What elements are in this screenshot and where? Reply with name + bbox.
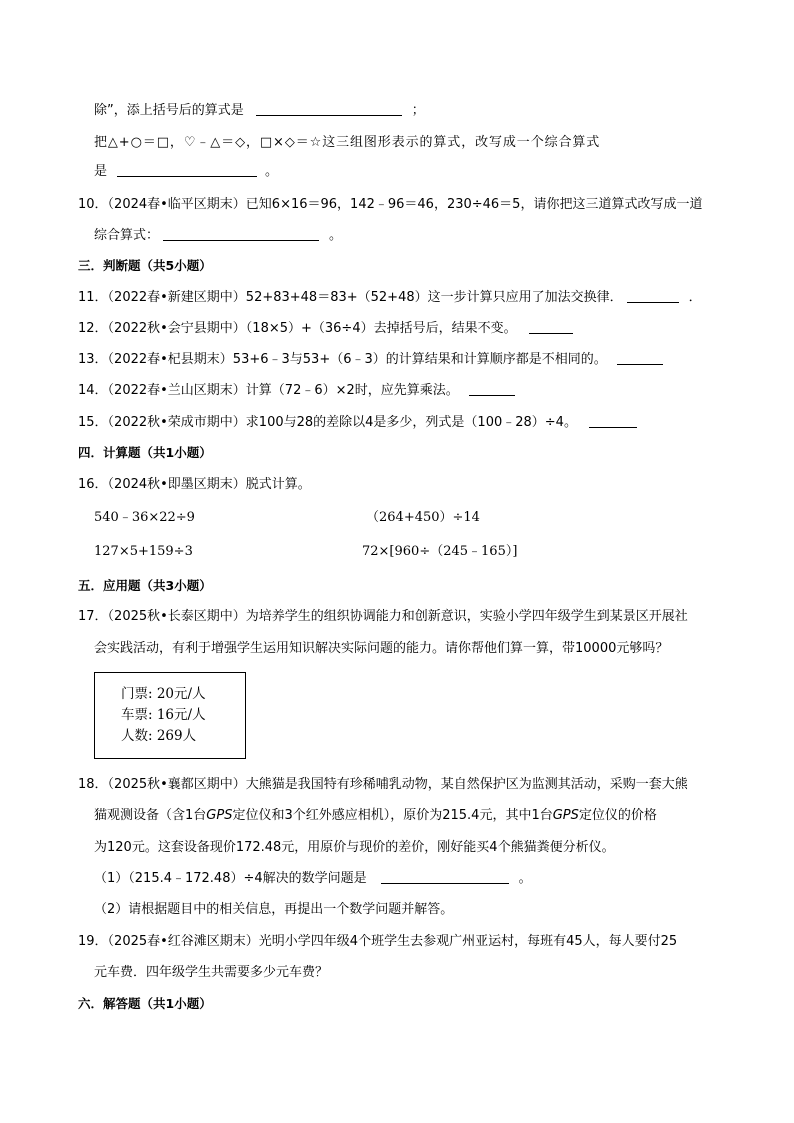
- answer-blank[interactable]: [617, 350, 663, 365]
- fill-line-3: 是 。: [94, 164, 279, 179]
- answer-blank[interactable]: [529, 319, 573, 334]
- answer-blank[interactable]: [163, 226, 319, 241]
- question-19-line-2: 元车费．四年级学生共需要多少元车费？: [94, 965, 329, 980]
- answer-blank[interactable]: [589, 413, 637, 428]
- question-18-part-2: （2）请根据题目中的相关信息，再提出一个数学问题并解答。: [94, 902, 454, 917]
- question-13: 13．（2022春•杞县期末）53+6﹣3与53+（6﹣3）的计算结果和计算顺序都是不相同的。: [78, 350, 663, 370]
- section-heading-application: 五．应用题（共3小题）: [78, 578, 212, 593]
- calc-item: 127×5+159÷3: [94, 544, 193, 559]
- question-17-line-2: 会实践活动，有利于增强学生运用知识解决实际问题的能力。请你帮他们算一算，带10000元够吗？: [94, 641, 669, 656]
- question-12: 12．（2022秋•会宁县期中）（18×5）+（36÷4）去掉括号后，结果不变。: [78, 319, 573, 339]
- section-heading-solution: 六．解答题（共1小题）: [78, 996, 212, 1011]
- question-10-line-2: 综合算式： 。: [94, 228, 343, 243]
- section-heading-calculation: 四．计算题（共1小题）: [78, 445, 212, 460]
- question-17: 17．（2025秋•长泰区期中）为培养学生的组织协调能力和创新意识，实验小学四年级学生到某景区开展社: [78, 609, 688, 624]
- question-11: 11．（2022春•新建区期中）52+83+48＝83+（52+48）这一步计算只应用了加法交换律． ．: [78, 290, 702, 305]
- answer-blank[interactable]: [469, 381, 515, 396]
- people-count: 人数: 269人: [121, 728, 197, 744]
- question-19: 19．（2025春•红谷滩区期末）光明小学四年级4个班学生去参观广州亚运村，每班有45人，每人要付25: [78, 934, 678, 949]
- question-18-part-1: （1）（215.4﹣172.48）÷4解决的数学问题是 。: [94, 871, 532, 886]
- fill-line-1: 除”，添上括号后的算式是 ；: [94, 103, 425, 118]
- section-heading-judgement: 三．判断题（共5小题）: [78, 258, 212, 273]
- info-box: [94, 672, 246, 759]
- calc-item: 72×[960÷（245﹣165）]: [362, 544, 518, 559]
- calc-item: 540﹣36×22÷9: [94, 510, 195, 525]
- question-18: 18．（2025秋•襄都区期中）大熊猫是我国特有珍稀哺乳动物，某自然保护区为监测其活动，采购一套大熊: [78, 777, 688, 792]
- question-18-line-3: 为120元。这套设备现价172.48元，用原价与现价的差价，刚好能买4个熊猫粪便分析仪。: [94, 840, 615, 855]
- bus-fare: 车票: 16元/人: [121, 707, 206, 723]
- fill-line-2: 把△+○＝□，♡﹣△＝◇，□×◇＝☆这三组图形表示的算式，改写成一个综合算式: [94, 135, 601, 150]
- calc-item: （264+450）÷14: [366, 510, 480, 525]
- ticket-price: 门票: 20元/人: [121, 686, 206, 702]
- answer-blank[interactable]: [117, 162, 257, 177]
- question-15: 15．（2022秋•荣成市期中）求100与28的差除以4是多少，列式是（100﹣28）÷4。: [78, 413, 637, 433]
- answer-blank[interactable]: [381, 869, 509, 884]
- question-18-line-2: 猫观测设备（含1台GPS定位仪和3个红外感应相机），原价为215.4元，其中1台GPS定位仪的价格: [94, 808, 657, 823]
- question-10: 10．（2024春•临平区期末）已知6×16＝96，142﹣96＝46，230÷46＝5，请你把这三道算式改写成一道: [78, 197, 703, 212]
- answer-blank[interactable]: [256, 101, 402, 116]
- question-16: 16．（2024秋•即墨区期末）脱式计算。: [78, 477, 311, 492]
- question-14: 14．（2022春•兰山区期末）计算（72﹣6）×2时，应先算乘法。: [78, 381, 515, 401]
- answer-blank[interactable]: [627, 288, 679, 303]
